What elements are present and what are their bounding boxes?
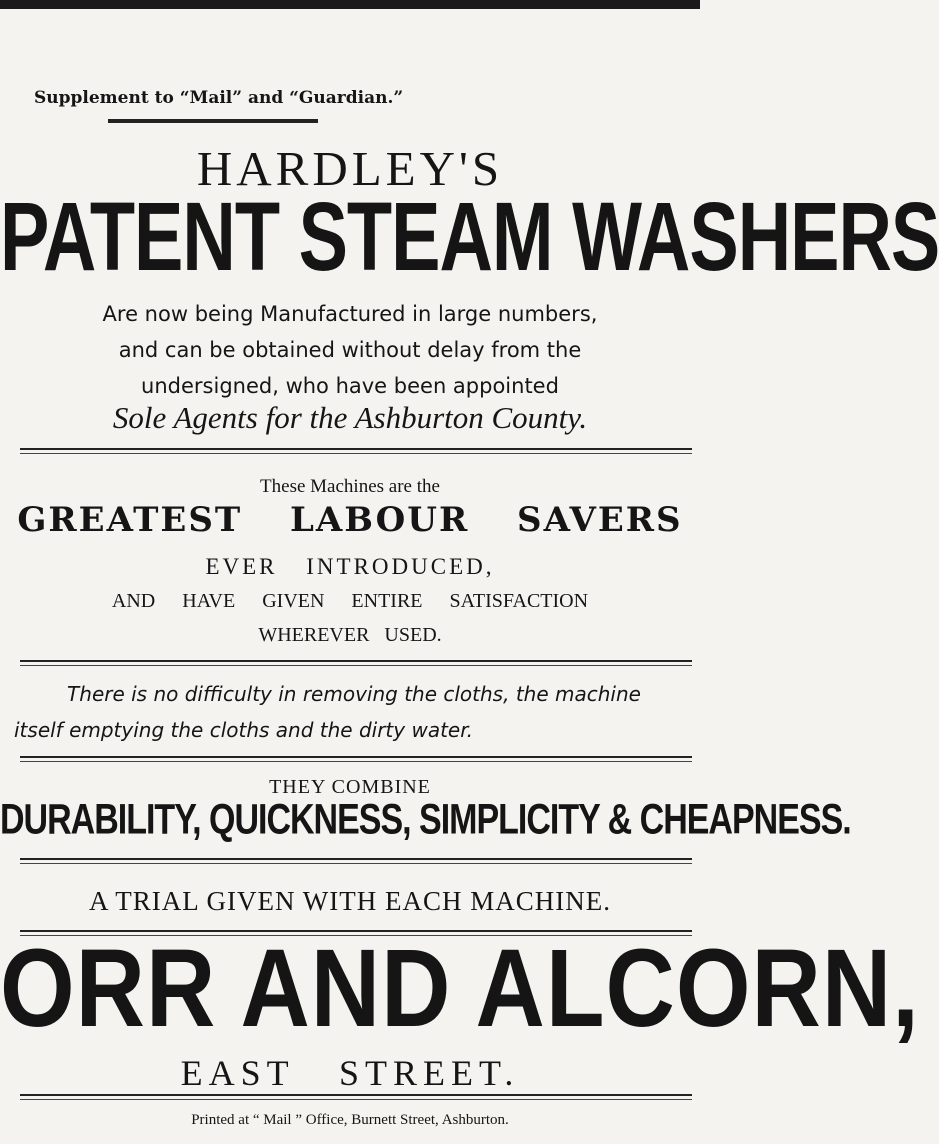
divider-rule	[20, 660, 692, 666]
supplement-heading: Supplement to “Mail” and “Guardian.”	[34, 88, 404, 108]
qualities-heading: DURABILITY, QUICKNESS, SIMPLICITY & CHEAPNESS.	[0, 796, 851, 844]
divider-rule	[20, 448, 692, 454]
intro-paragraph	[0, 296, 700, 404]
divider-rule	[20, 1094, 692, 1100]
intro-line: undersigned, who have been appointed	[141, 374, 559, 398]
brand-name: HARDLEY'S	[196, 141, 504, 196]
supplement-underline	[108, 119, 318, 123]
printer-imprint: Printed at “ Mail ” Office, Burnett Street, Ashburton.	[191, 1112, 509, 1128]
labour-savers-heading: GREATEST LABOUR SAVERS	[17, 500, 683, 540]
trial-line: A TRIAL GIVEN WITH EACH MACHINE.	[89, 886, 611, 916]
top-border	[0, 0, 700, 9]
wherever-used-line: WHEREVER USED.	[258, 624, 442, 646]
firm-name: ORR AND ALCORN,	[0, 926, 920, 1050]
divider-rule	[20, 858, 692, 864]
intro-line: Are now being Manufactured in large numbers,	[102, 302, 598, 326]
product-title: PATENT STEAM WASHERS	[0, 181, 939, 291]
firm-address: EAST STREET.	[180, 1053, 520, 1093]
ever-introduced-line: EVER INTRODUCED,	[205, 554, 495, 579]
difficulty-line: There is no difficulty in removing the cloths, the machine	[67, 682, 641, 706]
intro-line: and can be obtained without delay from the	[118, 338, 582, 362]
combine-line: THEY COMBINE	[269, 776, 431, 798]
difficulty-paragraph	[14, 676, 694, 748]
difficulty-line: itself emptying the cloths and the dirty water.	[14, 718, 473, 742]
satisfaction-line: AND HAVE GIVEN ENTIRE SATISFACTION	[111, 590, 589, 612]
sole-agents-line: Sole Agents for the Ashburton County.	[112, 400, 588, 435]
divider-rule	[20, 756, 692, 762]
machines-line: These Machines are the	[260, 476, 440, 497]
